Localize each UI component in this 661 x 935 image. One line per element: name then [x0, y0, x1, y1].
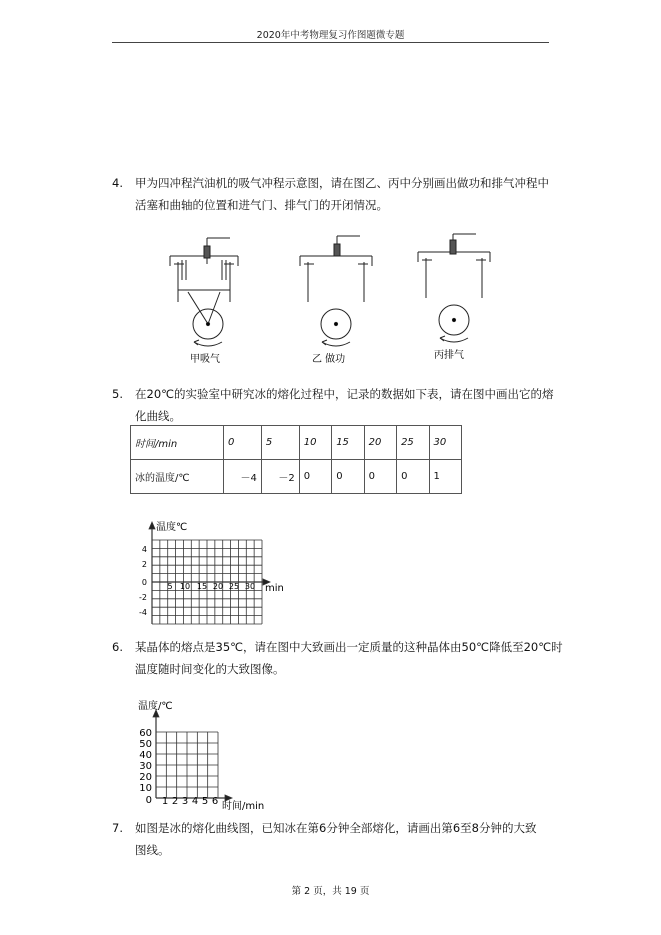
question-7-line-2: 图线。 [135, 843, 170, 857]
graph-6-ytick: 10 [139, 783, 152, 794]
engine-diagrams [160, 232, 500, 372]
graph-6-ytick: 40 [139, 750, 152, 761]
table-row-time [131, 426, 462, 460]
ice-data-table [130, 425, 462, 494]
graph-6-ytick: 30 [139, 761, 152, 772]
question-4-line-2: 活塞和曲轴的位置和进气门、排气门的开闭情况。 [135, 198, 388, 212]
graph-6-ytick: 50 [139, 739, 152, 750]
graph-5-xtick: 5 [167, 582, 173, 591]
table-cell: 25 [397, 426, 429, 460]
question-6-line-1: 某晶体的熔点是35℃，请在图中大致画出一定质量的这种晶体由50℃降低至20℃时 [135, 640, 563, 654]
table-cell: 10 [299, 426, 331, 460]
graph-5-ytick: -4 [139, 608, 147, 617]
question-5-number: 5. [112, 387, 123, 401]
table-cell: 5 [261, 426, 299, 460]
graph-6-ytick: 60 [139, 728, 152, 739]
graph-5-xunit: min [265, 583, 284, 594]
graph-5-xtick: 20 [212, 582, 224, 591]
graph-5-ytick: -2 [139, 593, 147, 602]
header-rule [112, 42, 549, 43]
graph-5-xtick: 25 [228, 582, 240, 591]
table-cell: －2 [261, 460, 299, 494]
question-6-line-2: 温度随时间变化的大致图像。 [135, 662, 285, 676]
graph-5-xtick: 30 [244, 582, 256, 591]
table-row-temperature [131, 460, 462, 494]
graph-5-ylabel: 温度℃ [156, 522, 188, 533]
graph-5-ytick: 0 [141, 578, 147, 587]
page-footer: 第 2 页，共 19 页 [291, 886, 370, 897]
question-4-line-1: 甲为四冲程汽油机的吸气冲程示意图，请在图乙、丙中分别画出做功和排气冲程中 [135, 176, 549, 190]
graph-6-xtick: 1 [161, 796, 169, 807]
question-7-number: 7. [112, 821, 123, 835]
table-header-time: 时间/min [131, 426, 224, 460]
engine-label-c: 丙排气 [434, 350, 464, 361]
graph-6-xtick: 6 [211, 796, 219, 807]
table-cell: －4 [224, 460, 262, 494]
table-cell: 1 [429, 460, 462, 494]
question-4-number: 4. [112, 176, 123, 190]
engine-label-a: 甲吸气 [190, 354, 220, 365]
engine-label-b: 乙 做功 [312, 354, 346, 365]
table-cell: 0 [364, 460, 396, 494]
graph-5-ytick: 2 [141, 560, 147, 569]
question-5-line-2: 化曲线。 [135, 409, 181, 423]
graph-6-ytick: 20 [139, 772, 152, 783]
table-cell: 15 [332, 426, 364, 460]
table-cell: 0 [332, 460, 364, 494]
axis-arrow [149, 522, 155, 529]
engine-diagram-b [300, 236, 372, 346]
graph-6-xtick: 3 [181, 796, 189, 807]
graph-6-xlabel: 时间/min [222, 801, 265, 812]
engine-diagram-a [170, 238, 238, 346]
graph-5-xtick: 10 [179, 582, 191, 591]
graph-5-xtick: 15 [196, 582, 208, 591]
table-cell: 0 [397, 460, 429, 494]
graph-6-xtick: 5 [201, 796, 209, 807]
page-header: 2020年中考物理复习作图题微专题 [256, 30, 405, 41]
question-6-number: 6. [112, 640, 123, 654]
graph-6-xtick: 4 [191, 796, 199, 807]
engine-diagram-c [418, 234, 490, 342]
graph-6-ylabel: 温度/℃ [138, 701, 173, 712]
table-cell: 20 [364, 426, 396, 460]
graph-6-origin: 0 [145, 795, 152, 806]
table-header-temperature: 冰的温度/℃ [131, 460, 224, 494]
table-cell: 0 [224, 426, 262, 460]
ice-melting-grid [132, 518, 292, 630]
question-5-line-1: 在20℃的实验室中研究冰的熔化过程中，记录的数据如下表，请在图中画出它的熔 [135, 387, 554, 401]
table-cell: 30 [429, 426, 462, 460]
graph-6-xtick: 2 [171, 796, 179, 807]
graph-5-ytick: 4 [141, 545, 147, 554]
question-7-line-1: 如图是冰的熔化曲线图，已知冰在第6分钟全部熔化，请画出第6至8分钟的大致 [135, 821, 537, 835]
crystal-cooling-grid [136, 696, 296, 818]
table-cell: 0 [299, 460, 331, 494]
